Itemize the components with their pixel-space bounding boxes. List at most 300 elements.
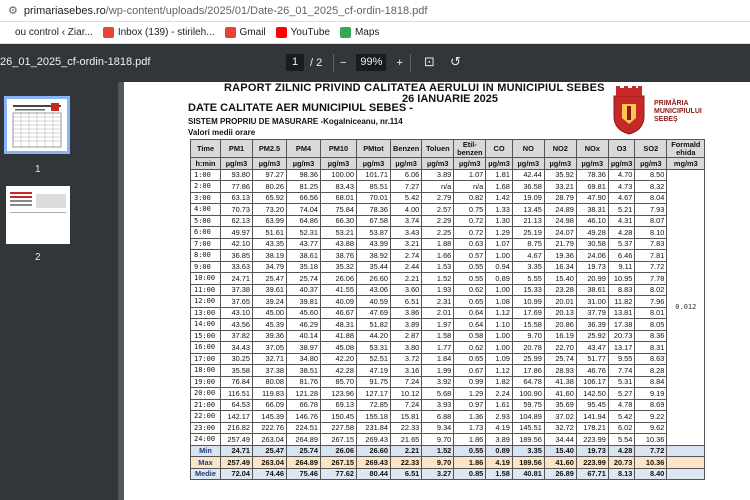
thumbnail-label-1: 1 [35,164,41,175]
youtube-icon [276,27,287,38]
stats-value: 6.51 [391,468,422,480]
value-cell: n/a [454,181,486,193]
value-cell: 10.12 [391,388,422,400]
gmail-icon [225,27,236,38]
thumbnail-page-1[interactable] [4,96,70,154]
value-cell: 2.01 [422,307,454,319]
value-cell: 40.37 [287,284,321,296]
value-cell: 45.39 [253,319,287,331]
value-cell: 41.55 [321,284,357,296]
value-cell: 66.30 [321,215,357,227]
value-cell: 7.81 [635,250,667,262]
value-cell: 1.12 [486,307,513,319]
value-cell: 2.31 [422,296,454,308]
value-cell: 20.01 [544,296,576,308]
value-cell: 97.27 [253,169,287,181]
value-cell: 35.69 [544,399,576,411]
column-header: NO2 [544,140,576,158]
toolbar-divider [410,54,411,72]
column-header: PM2.5 [253,140,287,158]
time-cell: 11:00 [191,284,221,296]
value-cell: 98.36 [287,169,321,181]
value-cell: 40.09 [321,296,357,308]
value-cell: 26.06 [321,273,357,285]
value-cell: 100.90 [512,388,544,400]
column-unit: µg/m3 [221,158,253,170]
column-unit: h:min [191,158,221,170]
value-cell: 38.61 [576,284,608,296]
stats-value: 67.71 [576,468,608,480]
values-note: Valori medii orare [188,128,256,137]
time-cell: 13:00 [191,307,221,319]
value-cell: 0.72 [454,227,486,239]
value-cell: 63.99 [253,215,287,227]
value-cell: 66.09 [253,399,287,411]
column-header: PM1 [221,140,253,158]
value-cell: 1.82 [486,376,513,388]
value-cell: 72.85 [357,399,391,411]
stats-value: 189.56 [512,457,544,469]
stats-value: 1.52 [422,445,454,457]
value-cell: 13.45 [512,204,544,216]
value-cell: 1.07 [454,169,486,181]
stats-value: 4.28 [608,445,635,457]
time-cell: 4:00 [191,204,221,216]
stats-value: 2.21 [391,445,422,457]
value-cell: 0.55 [454,273,486,285]
value-cell: 95.45 [576,399,608,411]
value-cell: 1.07 [486,238,513,250]
air-quality-table [190,139,705,480]
value-cell: 4.00 [391,204,422,216]
table-row [191,376,705,388]
value-cell: 7.72 [635,261,667,273]
table-row [191,434,705,446]
value-cell: 25.74 [287,273,321,285]
value-cell: 5.55 [512,273,544,285]
value-cell: 46.67 [321,307,357,319]
stats-value: 264.89 [287,457,321,469]
value-cell: 6.88 [422,411,454,423]
value-cell: 43.10 [221,307,253,319]
value-cell: 37.38 [221,284,253,296]
time-cell: 1:00 [191,169,221,181]
value-cell: 44.20 [357,330,391,342]
stats-label: Min [191,445,221,457]
value-cell: 28.79 [544,192,576,204]
value-cell: 0.63 [454,238,486,250]
time-cell: 6:00 [191,227,221,239]
value-cell: 145.51 [512,422,544,434]
value-cell: 25.47 [253,273,287,285]
value-cell: 127.17 [357,388,391,400]
value-cell: 1.30 [486,215,513,227]
value-cell: 2.29 [422,215,454,227]
bookmark-item[interactable] [0,27,93,38]
time-cell: 21:00 [191,399,221,411]
value-cell: 216.82 [221,422,253,434]
value-cell: 41.60 [544,388,576,400]
value-cell: 42.10 [221,238,253,250]
value-cell: 74.04 [287,204,321,216]
stats-value: 25.47 [253,445,287,457]
value-cell: 43.99 [357,238,391,250]
stats-value: 20.73 [608,457,635,469]
column-header: Etil- benzen [454,140,486,158]
value-cell: 43.47 [576,342,608,354]
value-cell: 1.97 [422,319,454,331]
value-cell: 3.72 [391,353,422,365]
value-cell: 0.97 [454,399,486,411]
value-cell: 49.28 [576,227,608,239]
value-cell: 80.26 [253,181,287,193]
column-header: NOx [576,140,608,158]
value-cell: 0.94 [486,261,513,273]
value-cell: 263.04 [253,434,287,446]
table-row [191,388,705,400]
pdf-viewport[interactable] [118,82,750,500]
value-cell: 4.78 [608,399,635,411]
value-cell: 23.28 [544,284,576,296]
stats-value: 257.49 [221,457,253,469]
value-cell: 39.24 [253,296,287,308]
value-cell: 9.55 [608,353,635,365]
value-cell: 21.65 [391,434,422,446]
value-cell: 8.07 [635,215,667,227]
value-cell: 30.25 [221,353,253,365]
value-cell: 1.42 [486,192,513,204]
value-cell: 1.86 [454,434,486,446]
value-cell: 4.31 [608,215,635,227]
value-cell: 9.19 [635,388,667,400]
value-cell: 35.32 [321,261,357,273]
value-cell: 81.25 [287,181,321,193]
column-unit: mg/m3 [667,158,705,170]
value-cell: 4.67 [512,250,544,262]
value-cell: 1.61 [486,399,513,411]
value-cell: 43.06 [357,284,391,296]
value-cell: 46.29 [287,319,321,331]
value-cell: 146.76 [287,411,321,423]
stats-value: 3.35 [512,445,544,457]
value-cell: 66.56 [287,192,321,204]
value-cell: 8.10 [635,227,667,239]
thumbnail-label-2: 2 [35,252,41,263]
value-cell: 8.31 [635,342,667,354]
value-cell: 40.14 [287,330,321,342]
table-row [191,319,705,331]
value-cell: 37.38 [253,365,287,377]
time-cell: 12:00 [191,296,221,308]
table-row [191,342,705,354]
value-cell: 22.33 [391,422,422,434]
value-cell: 59.75 [512,399,544,411]
value-cell: 17.69 [512,307,544,319]
column-unit: µg/m3 [635,158,667,170]
column-unit: µg/m3 [357,158,391,170]
thumbnail-page-1-preview [7,99,67,151]
value-cell: 63.13 [221,192,253,204]
value-cell: 1.84 [422,353,454,365]
value-cell: 39.36 [253,330,287,342]
stats-row-min [191,445,705,457]
value-cell: 62.13 [221,215,253,227]
value-cell: 81.76 [287,376,321,388]
value-cell: 0.62 [454,342,486,354]
value-cell: 24.71 [221,273,253,285]
value-cell: 4.67 [608,192,635,204]
page-number-input[interactable]: 1 [286,54,304,71]
value-cell: 2.93 [486,411,513,423]
value-cell: 150.45 [321,411,357,423]
value-cell: 31.00 [576,296,608,308]
thumbnail-page-2[interactable] [6,186,70,244]
value-cell: 40.59 [357,296,391,308]
logo-text: PRIMĂRIA MUNICIPIULUI SEBEȘ [654,100,702,123]
time-cell: 8:00 [191,250,221,262]
value-cell: 1.88 [422,238,454,250]
address-bar[interactable] [0,0,750,22]
stats-value: 26.06 [321,445,357,457]
stats-value: 22.33 [391,457,422,469]
value-cell: 37.02 [544,411,576,423]
time-cell: 5:00 [191,215,221,227]
value-cell: 17.86 [512,365,544,377]
gmail-icon [103,27,114,38]
bookmark-item[interactable] [225,27,266,38]
value-cell: 101.71 [357,169,391,181]
value-cell: 75.84 [321,204,357,216]
bookmark-label: Maps [354,27,380,38]
value-cell: 21.13 [512,215,544,227]
value-cell: 35.44 [357,261,391,273]
table-row [191,181,705,193]
value-cell: 16.34 [544,261,576,273]
stats-row-max [191,457,705,469]
time-cell: 14:00 [191,319,221,331]
value-cell: 7.24 [391,376,422,388]
value-cell: 30.58 [576,238,608,250]
value-cell: 39.61 [253,284,287,296]
value-cell: 1.52 [422,273,454,285]
value-cell: 64.78 [512,376,544,388]
value-cell: 0.58 [454,330,486,342]
value-cell: 24.07 [544,227,576,239]
value-cell: 41.88 [321,330,357,342]
value-cell: 69.81 [576,181,608,193]
bookmarks-bar [0,22,750,44]
value-cell: 231.84 [357,422,391,434]
value-cell: 78.36 [357,204,391,216]
value-cell: 3.16 [391,365,422,377]
value-cell: 15.81 [391,411,422,423]
value-cell: 1.58 [422,330,454,342]
time-cell: 17:00 [191,353,221,365]
value-cell: 1.93 [422,284,454,296]
value-cell: 15.58 [512,319,544,331]
value-cell: 34.79 [253,261,287,273]
value-cell: 121.28 [287,388,321,400]
value-cell: 80.08 [253,376,287,388]
value-cell: 9.70 [422,434,454,446]
stats-value: 7.72 [635,445,667,457]
value-cell: 48.31 [321,319,357,331]
value-cell: 145.39 [253,411,287,423]
value-cell: 4.28 [608,227,635,239]
site-info-icon[interactable]: ⚙ [8,5,18,17]
url-host: primariasebes.ro [23,4,106,17]
value-cell: 1.73 [454,422,486,434]
value-cell: 264.89 [287,434,321,446]
value-cell: 1.09 [486,353,513,365]
value-cell: 20.78 [512,342,544,354]
table-row [191,215,705,227]
value-cell: 35.92 [544,169,576,181]
stats-value: 0.85 [454,468,486,480]
value-cell: 43.35 [253,238,287,250]
value-cell: 16.19 [544,330,576,342]
value-cell: 45.00 [253,307,287,319]
value-cell: 38.97 [287,342,321,354]
value-cell: 2.87 [391,330,422,342]
value-cell: 43.77 [287,238,321,250]
value-cell: 38.76 [321,250,357,262]
value-cell: 0.72 [454,215,486,227]
table-row [191,411,705,423]
value-cell: 106.17 [576,376,608,388]
zoom-out-button[interactable]: − [340,56,347,69]
value-cell: 32.71 [253,353,287,365]
time-cell: 9:00 [191,261,221,273]
value-cell: 2.24 [486,388,513,400]
value-cell: 10.99 [512,296,544,308]
stats-value: 269.43 [357,457,391,469]
bookmark-item[interactable] [340,27,379,38]
value-cell: 5.21 [608,204,635,216]
column-header: Formald ehida [667,140,705,158]
value-cell: 68.01 [321,192,357,204]
value-cell: 8.01 [635,307,667,319]
value-cell: 93.80 [221,169,253,181]
column-unit: µg/m3 [486,158,513,170]
value-cell: 1.36 [454,411,486,423]
stats-empty-cell [667,445,705,457]
value-cell: 0.64 [454,319,486,331]
value-cell: 32.72 [544,422,576,434]
value-cell: 37.65 [221,296,253,308]
value-cell: 51.61 [253,227,287,239]
url-path: /wp-content/uploads/2025/01/Date-26_01_2025_cf-ordin-1818.pdf [105,4,428,17]
value-cell: 73.20 [253,204,287,216]
value-cell: 65.92 [253,192,287,204]
value-cell: 7.96 [635,296,667,308]
column-header: CO [486,140,513,158]
value-cell: 20.73 [608,330,635,342]
value-cell: 3.89 [391,319,422,331]
value-cell: 3.80 [391,342,422,354]
value-cell: 53.31 [357,342,391,354]
value-cell: 36.85 [221,250,253,262]
value-cell: 10.36 [635,434,667,446]
value-cell: 0.62 [454,284,486,296]
value-cell: 21.79 [544,238,576,250]
value-cell: 6.51 [391,296,422,308]
value-cell: 257.49 [221,434,253,446]
value-cell: 36.39 [576,319,608,331]
maps-icon [340,27,351,38]
table-row [191,192,705,204]
value-cell: 1.29 [454,388,486,400]
value-cell: 1.77 [422,342,454,354]
value-cell: 7.93 [635,204,667,216]
value-cell: 4.70 [608,169,635,181]
value-cell: 67.58 [357,215,391,227]
bookmark-label: YouTube [290,27,330,38]
stats-value: 40.81 [512,468,544,480]
value-cell: 0.64 [454,307,486,319]
value-cell: 38.19 [253,250,287,262]
time-cell: 3:00 [191,192,221,204]
bookmark-item[interactable] [276,27,330,38]
value-cell: 5.54 [608,434,635,446]
time-cell: 10:00 [191,273,221,285]
value-cell: 8.83 [608,284,635,296]
value-cell: 34.44 [544,434,576,446]
table-row [191,284,705,296]
zoom-level-input[interactable]: 99% [356,54,386,71]
value-cell: 77.86 [221,181,253,193]
time-cell: 2:00 [191,181,221,193]
value-cell: 3.43 [391,227,422,239]
value-cell: 34.43 [221,342,253,354]
value-cell: 0.89 [486,273,513,285]
table-row [191,227,705,239]
value-cell: 17.38 [608,319,635,331]
stats-value: 0.55 [454,445,486,457]
value-cell: 37.05 [253,342,287,354]
value-cell: 51.77 [576,353,608,365]
value-cell: 119.83 [253,388,287,400]
rotate-icon[interactable]: ↺ [450,54,461,69]
zoom-controls [340,54,403,71]
time-cell: 15:00 [191,330,221,342]
value-cell: 9.34 [422,422,454,434]
value-cell: 42.20 [321,353,357,365]
table-row [191,422,705,434]
value-cell: 36.58 [512,181,544,193]
value-cell: 0.65 [454,353,486,365]
value-cell: 4.19 [486,422,513,434]
value-cell: 269.43 [357,434,391,446]
value-cell: 1.53 [422,261,454,273]
value-cell: 19.73 [576,261,608,273]
column-unit: µg/m3 [422,158,454,170]
stats-value: 15.40 [544,445,576,457]
stats-value: 3.27 [422,468,454,480]
value-cell: 2.25 [422,227,454,239]
value-cell: 53.21 [321,227,357,239]
value-cell: 20.99 [576,273,608,285]
time-cell: 22:00 [191,411,221,423]
value-cell: 45.60 [287,307,321,319]
thumbnail-page-2-preview [6,186,70,244]
fit-page-icon[interactable]: ⊡ [424,54,435,69]
value-cell: 24.98 [544,215,576,227]
site-icon [0,27,11,38]
value-cell: 43.88 [321,238,357,250]
zoom-in-button[interactable]: + [396,56,403,69]
bookmark-item[interactable] [103,27,215,38]
